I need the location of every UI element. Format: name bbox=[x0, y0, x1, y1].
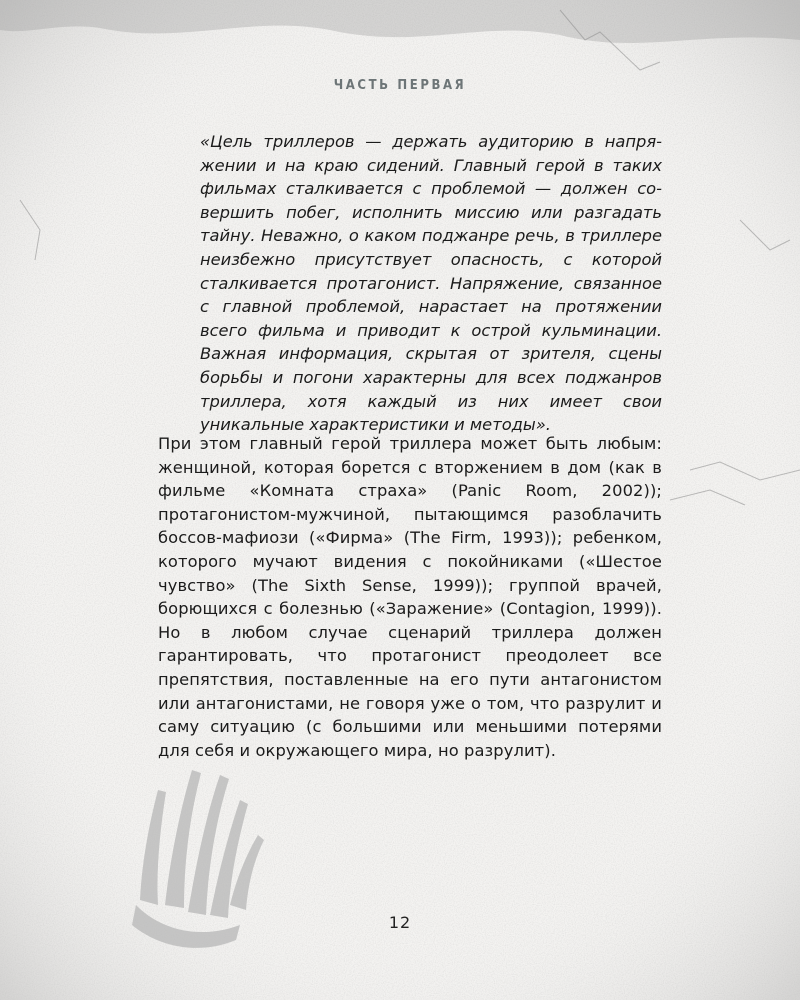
body-paragraph: При этом главный герой триллера может быть любым: женщиной, которая борется с вторжением в дом (как в фильме «Комната страха» (Panic Room, 2002)); протагонистом-мужчиной, пытающимся разоблачить боссов-мафиози («Фирма» (The Firm, 1993)); ребенком, которого мучают видения с покойниками («Шестое чувство» (The Sixth Sense, 1999)); группой врачей, борющихся с болезнью («Заражение» (Contagion, 1999)). Но в любом случае сценарий триллера должен гарантировать, что протагонист преодолеет все препятствия, поставленные на его пути антагонистом или антагонистами, не говоря уже о том, что разрулит и саму ситуацию (с большими или меньшими потерями для себя и окружающего мира, но разрулит). bbox=[158, 434, 662, 760]
running-head: ЧАСТЬ ПЕРВАЯ bbox=[333, 78, 467, 93]
epigraph-quote: «Цель триллеров — держать аудиторию в напряжении и на краю сидений. Главный герой в таких фильмах сталкивается с проблемой — должен совершить побег, исполнить миссию или разгадать тайну. Неважно, о каком поджанре речь, в триллере неизбежно присутствует опасность, с которой сталкивается протагонист. Напряжение, связанное с главной проблемой, нарастает на протяжении всего фильма и приводит к острой кульминации. Важная информация, скрытая от зрителя, сцены борьбы и погони характерны для всех поджанров триллера, хотя каждый из них имеет свои уникальные характеристики и методы». bbox=[200, 132, 662, 435]
page-number: 12 bbox=[388, 913, 412, 932]
